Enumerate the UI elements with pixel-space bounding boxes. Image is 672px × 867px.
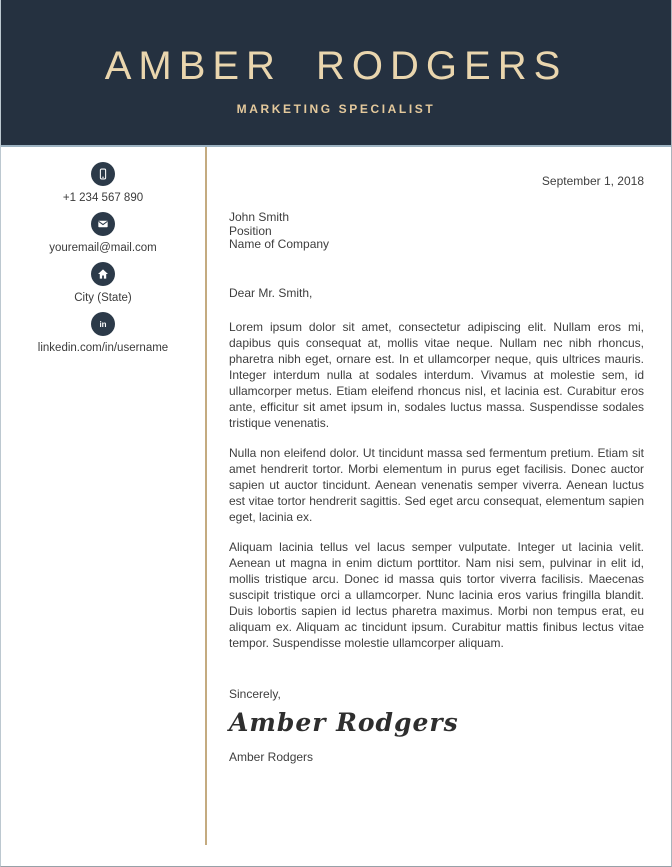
- recipient-company: Name of Company: [229, 237, 330, 251]
- body-paragraph-2: Nulla non eleifend dolor. Ut tincidunt massa sed fermentum pretium. Etiam sit amet hendrerit tortor. Morbi elementum in purus eget facilisis. Donec auctor sapien ut auctor tincidunt. Aenean venenatis semper viverra. Aenean luctus est vitae tortor hendrerit sagittis. Sed eget arcu consequat, elementum sapien eget, lacinia ex.: [229, 445, 644, 524]
- body-paragraph-3: Aliquam lacinia tellus vel lacus semper vulputate. Integer ut lacinia velit. Aenean ut magna in enim dictum porttitor. Nam nisi sem, pulvinar in elit id, mollis tristique arcu. Donec id massa quis tortor viverra facilisis. Maecenas suscipit tristique orci a ullamcorper. Nunc lacinia eros varius fringilla blandit. Duis lobortis sapien id lectus pharetra maximus. Morbi non tempus erat, eu aliquam ex. Aliquam ac tincidunt ipsum. Curabitur mattis finibus lectus vitae tempor. Suspendisse molestie ullamcorper aliquam.: [229, 539, 644, 650]
- home-icon: [91, 262, 115, 286]
- letter-body-row: [1, 147, 671, 865]
- letter-date: September 1, 2018: [541, 174, 644, 188]
- email-icon: [91, 212, 115, 236]
- body-paragraph-1: Lorem ipsum dolor sit amet, consectetur adipiscing elit. Nullam eros mi, dapibus quis consequat at, mollis vitae neque. Nullam nec nibh rhoncus, pharetra nibh eget, ornare est. In et ullamcorper neque, quis ultrices mauris. Integer interdum nulla at sodales interdum. Vivamus at molestie sem, id ullamcorper metus. Etiam eleifend rhoncus nisl, et lacinia est. Curabitur eros ante, efficitur sit amet ipsum in, sodales luctus massa. Suspendisse sodales tristique venenatis.: [229, 319, 644, 430]
- svg-text:in: in: [99, 320, 107, 329]
- person-name: AMBER RODGERS: [104, 44, 568, 88]
- recipient-name: John Smith: [229, 210, 290, 224]
- contact-item-location: [74, 262, 132, 305]
- contact-item-linkedin: [38, 312, 168, 355]
- linkedin-value: linkedin.com/in/username: [37, 342, 169, 354]
- phone-value: +1 234 567 890: [62, 192, 144, 204]
- signer-name: Amber Rodgers: [229, 749, 314, 764]
- closing-line: Sincerely,: [229, 686, 281, 701]
- person-title: MARKETING SPECIALIST: [236, 102, 436, 116]
- vertical-divider: [205, 147, 207, 845]
- location-value: City (State): [74, 292, 132, 304]
- letter-content: [205, 147, 671, 865]
- recipient-position: Position: [229, 223, 272, 238]
- linkedin-icon: [91, 312, 115, 336]
- signature-script: Amber Rodgers: [229, 707, 459, 737]
- contact-item-email: [49, 212, 157, 255]
- recipient-block: [229, 211, 644, 252]
- salutation: Dear Mr. Smith,: [229, 285, 313, 300]
- contact-item-phone: [63, 162, 143, 205]
- email-value: youremail@mail.com: [49, 242, 157, 254]
- letter-header: [0, 0, 672, 147]
- phone-icon: [91, 162, 115, 186]
- contact-sidebar: [1, 147, 205, 865]
